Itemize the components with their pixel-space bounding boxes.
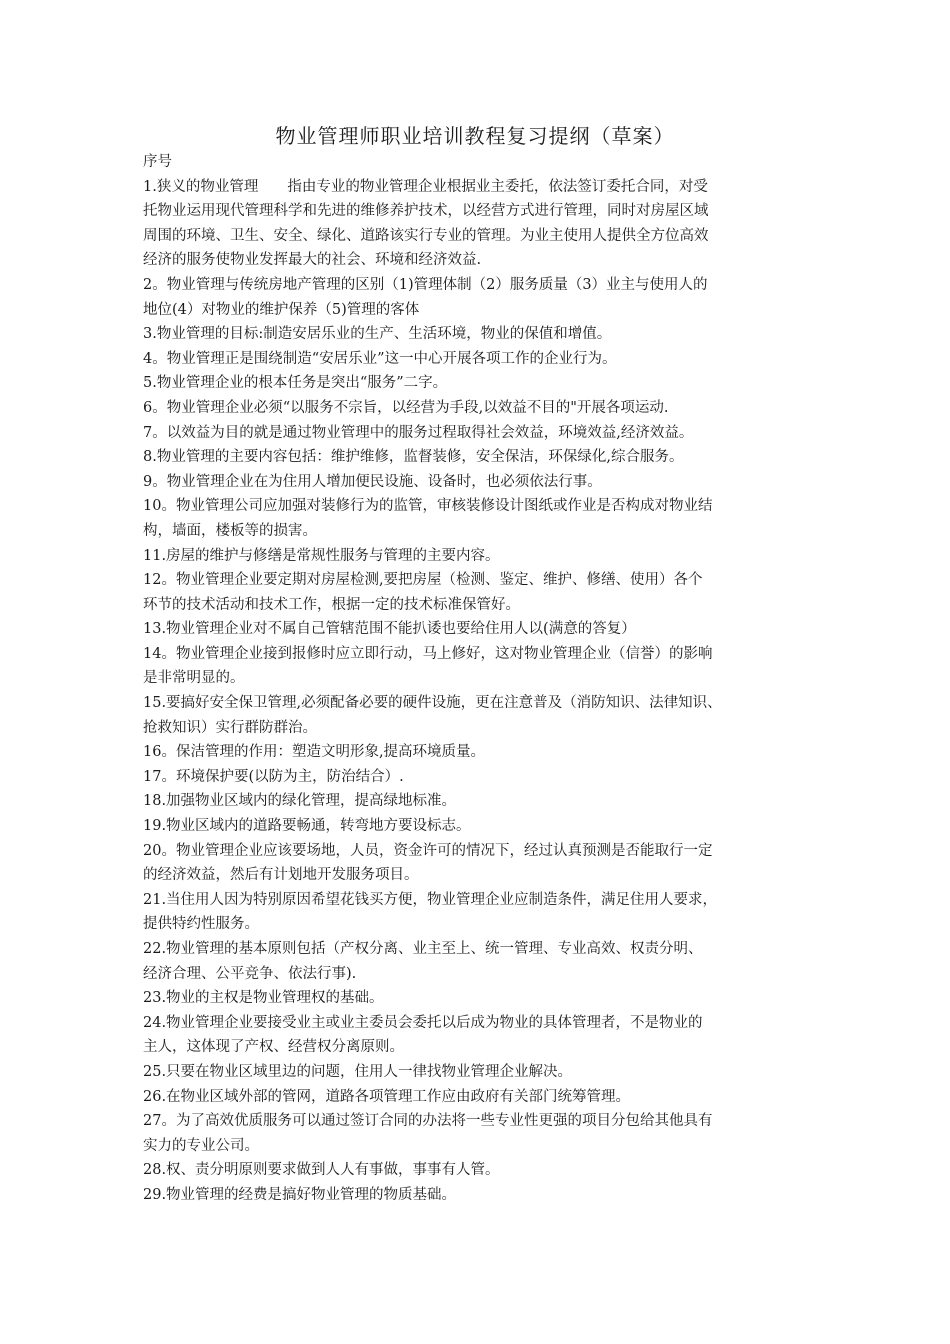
text-line: 是非常明显的。 bbox=[143, 670, 245, 687]
text-line: 29.物业管理的经费是搞好物业管理的物质基础。 bbox=[143, 1186, 457, 1203]
text-line: 7。以效益为目的就是通过物业管理中的服务过程取得社会效益，环境效益,经济效益。 bbox=[143, 424, 694, 441]
text-line: 26.在物业区域外部的管网，道路各项管理工作应由政府有关部门统筹管理。 bbox=[143, 1088, 631, 1105]
text-line: 6。物业管理企业必须“以服务不宗旨，以经营为手段,以效益不目的"开展各项运动. bbox=[143, 399, 669, 416]
text-line: 周围的环境、卫生、安全、绿化、道路该实行专业的管理。为业主使用人提供全方位高效 bbox=[143, 227, 709, 244]
text-line: 28.权、责分明原则要求做到人人有事做，事事有人管。 bbox=[143, 1162, 500, 1179]
text-line: 4。物业管理正是围绕制造“安居乐业”这一中心开展各项工作的企业行为。 bbox=[143, 350, 617, 367]
text-line: 10。物业管理公司应加强对装修行为的监管，审核装修设计图纸或作业是否构成对物业结 bbox=[143, 498, 713, 515]
text-line: 13.物业管理企业对不属自己管辖范围不能扒诿也要给住用人以(满意的答复） bbox=[143, 621, 636, 638]
text-line: 18.加强物业区域内的绿化管理，提高绿地标准。 bbox=[143, 793, 457, 810]
text-line: 16。保洁管理的作用：塑造文明形象,提高环境质量。 bbox=[143, 744, 486, 761]
text-line: 构，墙面，楼板等的损害。 bbox=[143, 522, 317, 539]
text-line: 5.物业管理企业的根本任务是突出“服务”二字。 bbox=[143, 375, 448, 392]
text-line: 19.物业区域内的道路要畅通，转弯地方要设标志。 bbox=[143, 818, 471, 835]
text-line: 21.当住用人因为特别原因希望花钱买方便，物业管理企业应制造条件，满足住用人要求， bbox=[143, 891, 718, 908]
text-line: 2。物业管理与传统房地产管理的区别（1)管理体制（2）服务质量（3）业主与使用人的 bbox=[143, 276, 708, 293]
text-line: 的经济效益，然后有计划地开发服务项目。 bbox=[143, 867, 419, 884]
text-line: 1.狭义的物业管理 指由专业的物业管理企业根据业主委托，依法签订委托合同，对受 bbox=[143, 178, 708, 195]
text-line: 12。物业管理企业要定期对房屋检测,要把房屋（检测、鉴定、维护、修缮、使用）各个 bbox=[143, 572, 703, 589]
text-line: 27。为了高效优质服务可以通过签订合同的办法将一些专业性更强的项目分包给其他具有 bbox=[143, 1113, 713, 1130]
text-line: 环节的技术活动和技术工作，根据一定的技术标准保管好。 bbox=[143, 596, 520, 613]
text-line: 实力的专业公司。 bbox=[143, 1137, 259, 1154]
text-line: 经济合理、公平竞争、依法行事). bbox=[143, 965, 357, 982]
text-line: 地位(4）对物业的维护保养（5)管理的客体 bbox=[143, 301, 420, 318]
text-line: 11.房屋的维护与修缮是常规性服务与管理的主要内容。 bbox=[143, 547, 500, 564]
text-line: 序号 bbox=[143, 154, 172, 170]
document-body bbox=[143, 150, 815, 1208]
text-line: 23.物业的主权是物业管理权的基础。 bbox=[143, 990, 384, 1007]
text-line: 25.只要在物业区域里边的问题，住用人一律找物业管理企业解决。 bbox=[143, 1063, 573, 1080]
text-line: 14。物业管理企业接到报修时应立即行动，马上修好，这对物业管理企业（信誉）的影响 bbox=[143, 645, 713, 662]
text-line: 9。物业管理企业在为住用人增加便民设施、设备时，也必须依法行事。 bbox=[143, 473, 602, 490]
text-line: 22.物业管理的基本原则包括（产权分离、业主至上、统一管理、专业高效、权责分明、 bbox=[143, 941, 703, 957]
text-line: 托物业运用现代管理科学和先进的维修养护技术，以经营方式进行管理，同时对房屋区域 bbox=[143, 203, 709, 220]
text-line: 3.物业管理的目标:制造安居乐业的生产、生活环境，物业的保值和增值。 bbox=[143, 326, 612, 343]
text-line: 抢救知识）实行群防群治。 bbox=[143, 719, 317, 736]
text-line: 24.物业管理企业要接受业主或业主委员会委托以后成为物业的具体管理者，不是物业的 bbox=[143, 1014, 703, 1031]
text-line: 经济的服务使物业发挥最大的社会、环境和经济效益. bbox=[143, 252, 482, 269]
text-line: 8.物业管理的主要内容包括：维护维修，监督装修，安全保洁，环保绿化,综合服务。 bbox=[143, 449, 684, 466]
text-line: 主人，这体现了产权、经营权分离原则。 bbox=[143, 1039, 404, 1056]
text-line: 15.要搞好安全保卫管理,必须配备必要的硬件设施，更在注意普及（消防知识、法律知识、 bbox=[143, 695, 722, 712]
text-line: 提供特约性服务。 bbox=[143, 916, 259, 933]
text-line: 17。环境保护要(以防为主，防治结合）. bbox=[143, 768, 404, 785]
document-title: 物业管理师职业培训教程复习提纲（草案） bbox=[275, 124, 675, 148]
text-line: 20。物业管理企业应该要场地，人员，资金许可的情况下，经过认真预测是否能取行一定 bbox=[143, 842, 713, 859]
